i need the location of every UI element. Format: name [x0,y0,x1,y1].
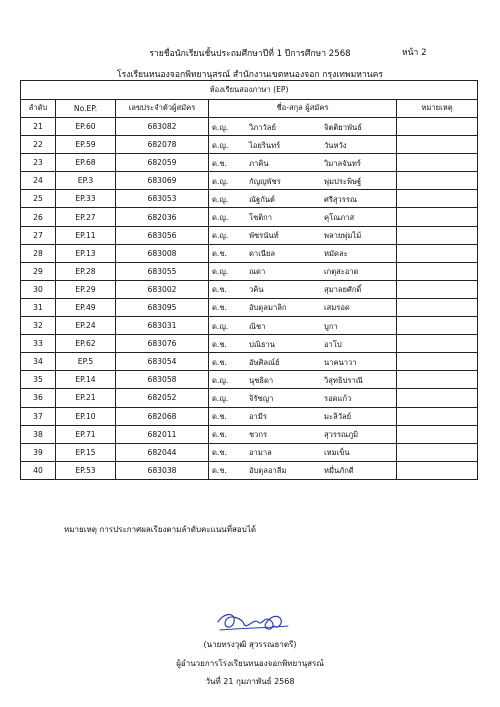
row-ep-number: EP.27 [56,208,116,226]
row-ep-number: EP.33 [56,190,116,208]
table-row [21,353,478,371]
row-ep-number: EP.21 [56,389,116,407]
row-order: 24 [21,172,56,190]
row-ep-number: EP.24 [56,317,116,335]
signatory-name: (นายทรงวุฒิ สุวรรณธาตรี) [203,640,297,649]
row-applicant-id: 682059 [116,154,209,172]
row-order: 38 [21,425,56,443]
row-remark [397,262,478,280]
table-row [21,226,478,244]
row-prefix: ด.ช. [212,466,227,476]
row-name [209,280,397,298]
row-order: 33 [21,335,56,353]
row-order: 28 [21,244,56,262]
row-order: 37 [21,407,56,425]
row-remark [397,461,478,479]
row-ep-number: EP.49 [56,298,116,316]
row-name [209,461,397,479]
row-applicant-id: 683069 [116,172,209,190]
row-name [209,335,397,353]
row-ep-number: EP.15 [56,443,116,461]
table-row [21,407,478,425]
column-header-remark: หมายเหตุ [397,99,478,118]
table-row [21,389,478,407]
row-remark [397,407,478,425]
row-prefix: ด.ช. [212,249,227,259]
row-name [209,136,397,154]
row-prefix: ด.ญ. [212,267,229,277]
row-ep-number: EP.71 [56,425,116,443]
row-ep-number: EP.13 [56,244,116,262]
row-name [209,172,397,190]
row-order: 27 [21,226,56,244]
row-ep-number: EP.14 [56,371,116,389]
table-row [21,425,478,443]
row-name [209,208,397,226]
row-name [209,371,397,389]
column-header-name: ชื่อ-สกุล ผู้สมัคร [209,99,397,118]
row-first-name: พัชรนันท์ [249,231,279,241]
row-remark [397,190,478,208]
signatory-title: ผู้อำนวยการโรงเรียนหนองจอกพิทยานุสรณ์ [176,659,324,668]
row-first-name: อามีร [249,412,267,421]
row-applicant-id: 683082 [116,118,209,136]
row-ep-number: EP.11 [56,226,116,244]
row-remark [397,389,478,407]
row-applicant-id: 683038 [116,461,209,479]
row-applicant-id: 683054 [116,353,209,371]
table-row [21,335,478,353]
row-remark [397,371,478,389]
row-applicant-id: 683058 [116,371,209,389]
row-ep-number: EP.60 [56,118,116,136]
row-remark [397,317,478,335]
row-prefix: ด.ช. [212,303,227,313]
row-first-name: อามาล [249,448,272,458]
school-name: โรงเรียนหนองจอกพิทยานุสรณ์ สำนักงานเขตหนองจอก กรุงเทพมหานคร [117,70,383,80]
row-order: 40 [21,461,56,479]
row-prefix: ด.ญ. [212,122,229,132]
row-last-name: หมัดละ [324,249,348,259]
row-first-name: วคิน [249,285,264,295]
row-last-name: วันหวัง [324,140,347,150]
row-order: 29 [21,262,56,280]
document-title: รายชื่อนักเรียนชั้นประถมศึกษาปีที่ 1 ปีการศึกษา 2568 [149,49,351,59]
row-applicant-id: 683031 [116,317,209,335]
row-remark [397,353,478,371]
row-remark [397,136,478,154]
row-order: 22 [21,136,56,154]
row-prefix: ด.ช. [212,412,227,421]
row-last-name: มะลิวัลย์ [324,412,352,421]
row-name [209,389,397,407]
row-applicant-id: 683055 [116,262,209,280]
table-row [21,461,478,479]
row-prefix: ด.ช. [212,158,227,168]
table-row [21,317,478,335]
row-prefix: ด.ช. [212,448,227,458]
row-prefix: ด.ญ. [212,321,229,331]
row-remark [397,172,478,190]
signature-image [214,608,294,638]
row-last-name: เหมเข็น [324,448,350,458]
row-first-name: วิภาวัลย์ [249,122,276,132]
row-remark [397,208,478,226]
table-row [21,262,478,280]
row-prefix: ด.ญ. [212,375,229,385]
student-table [20,80,478,480]
row-remark [397,335,478,353]
row-order: 36 [21,389,56,407]
row-first-name: ภาคิน [249,158,269,168]
row-name [209,425,397,443]
row-remark [397,298,478,316]
row-last-name: พลายพุ่มไม้ [324,231,362,241]
row-first-name: ณิชา [249,321,266,331]
table-row [21,371,478,389]
row-first-name: ปณิธาน [249,339,275,349]
row-applicant-id: 682052 [116,389,209,407]
table-row [21,172,478,190]
row-last-name: พุ่มประพิษฐ์ [324,176,362,186]
row-order: 26 [21,208,56,226]
table-row [21,190,478,208]
row-applicant-id: 683056 [116,226,209,244]
row-applicant-id: 682011 [116,425,209,443]
row-prefix: ด.ญ. [212,176,229,186]
column-header-applicant-id: เลขประจำตัวผู้สมัคร [116,99,209,118]
page-number: หน้า 2 [402,48,427,58]
table-row [21,208,478,226]
row-first-name: ไอยรินทร์ [249,140,281,150]
row-prefix: ด.ญ. [212,231,229,241]
row-first-name: นุชธิดา [249,375,274,385]
row-last-name: คุโณภาส [324,212,355,222]
row-order: 34 [21,353,56,371]
row-last-name: สุมาลยศักดิ์ [324,285,362,295]
row-first-name: ดาเนียล [249,249,276,259]
table-row [21,136,478,154]
row-ep-number: EP.62 [56,335,116,353]
row-first-name: อัษศิลณ์ย์ [249,357,280,367]
row-last-name: นาคนาวา [324,357,357,367]
row-name [209,317,397,335]
row-last-name: เสมรอด [324,303,350,313]
row-applicant-id: 682068 [116,407,209,425]
row-prefix: ด.ช. [212,339,227,349]
row-name [209,226,397,244]
row-prefix: ด.ช. [212,285,227,295]
row-remark [397,226,478,244]
remark-note: หมายเหตุ การประกาศผลเรียงตามลำดับคะแนนที่สอบได้ [64,525,257,534]
row-ep-number: EP.5 [56,353,116,371]
row-first-name: กัญญพัชร [249,176,281,186]
row-ep-number: EP.59 [56,136,116,154]
row-last-name: สุวรรณภูมิ [324,430,359,440]
row-last-name: บูกา [324,321,338,331]
row-prefix: ด.ช. [212,430,227,440]
row-first-name: ณดา [249,267,266,277]
row-ep-number: EP.53 [56,461,116,479]
row-order: 32 [21,317,56,335]
row-remark [397,443,478,461]
row-first-name: ณัฐกันต์ [249,194,275,204]
row-first-name: อับดุลมาลิก [249,303,287,313]
row-order: 35 [21,371,56,389]
row-order: 25 [21,190,56,208]
row-name [209,298,397,316]
row-prefix: ด.ญ. [212,212,229,222]
table-row [21,154,478,172]
table-row [21,118,478,136]
row-name [209,262,397,280]
row-remark [397,154,478,172]
row-ep-number: EP.68 [56,154,116,172]
row-last-name: รอดแก้ว [324,393,352,403]
row-first-name: ชวกร [249,430,268,440]
row-name [209,190,397,208]
row-applicant-id: 683076 [116,335,209,353]
row-prefix: ด.ญ. [212,140,229,150]
row-applicant-id: 683002 [116,280,209,298]
row-first-name: โชติกา [249,212,273,222]
row-remark [397,244,478,262]
row-last-name: วิสุทธิปราณี [324,375,363,385]
row-applicant-id: 683008 [116,244,209,262]
row-last-name: ศรีสุวรรณ [324,194,358,204]
row-applicant-id: 682036 [116,208,209,226]
row-name [209,118,397,136]
table-row [21,443,478,461]
row-last-name: หมื่นภักดี [324,466,354,476]
table-row [21,244,478,262]
section-header: ห้องเรียนสองภาษา (EP) [21,81,478,100]
row-applicant-id: 682078 [116,136,209,154]
column-header-order: ลำดับ [21,99,56,118]
signature-date: วันที่ 21 กุมภาพันธ์ 2568 [205,677,295,686]
table-row [21,298,478,316]
row-last-name: จิตติยาพันธ์ [324,122,362,132]
row-last-name: อาโป [324,339,342,349]
row-prefix: ด.ช. [212,357,227,367]
row-applicant-id: 683053 [116,190,209,208]
row-prefix: ด.ญ. [212,194,229,204]
row-last-name: เกตุสะอาด [324,267,359,277]
row-ep-number: EP.29 [56,280,116,298]
row-prefix: ด.ญ. [212,393,229,403]
row-applicant-id: 683095 [116,298,209,316]
row-order: 21 [21,118,56,136]
row-first-name: จิรัชญา [249,393,274,403]
row-order: 30 [21,280,56,298]
row-ep-number: EP.3 [56,172,116,190]
row-remark [397,118,478,136]
row-applicant-id: 682044 [116,443,209,461]
row-order: 31 [21,298,56,316]
row-name [209,353,397,371]
row-remark [397,425,478,443]
table-row [21,280,478,298]
row-remark [397,280,478,298]
row-ep-number: EP.28 [56,262,116,280]
row-name [209,443,397,461]
row-last-name: วิมาลจันทร์ [324,158,361,168]
column-header-row [21,99,478,118]
row-ep-number: EP.10 [56,407,116,425]
row-order: 39 [21,443,56,461]
row-order: 23 [21,154,56,172]
row-name [209,154,397,172]
column-header-ep: No.EP. [56,99,116,118]
row-name [209,407,397,425]
row-first-name: อับดุลอาลีม [249,466,287,476]
row-name [209,244,397,262]
